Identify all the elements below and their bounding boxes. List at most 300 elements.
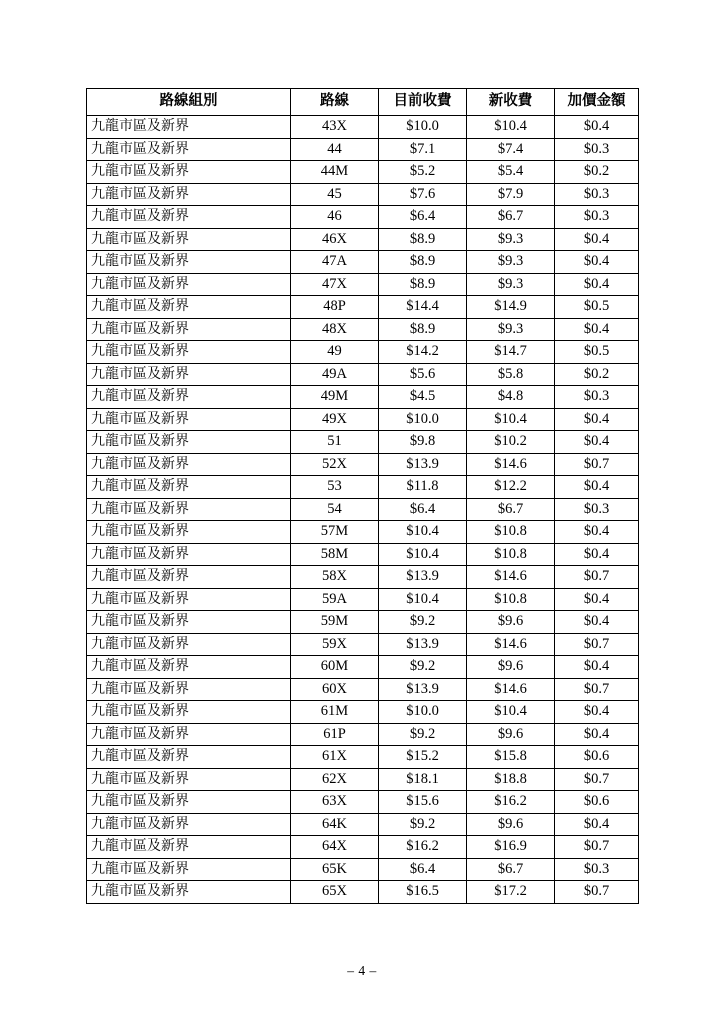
cell-increase xyxy=(555,116,639,139)
cell-increase-text: $0.4 xyxy=(583,703,610,719)
cell-increase-text: $0.6 xyxy=(583,748,610,764)
cell-route-group-text: 九龍市區及新界 xyxy=(91,478,189,494)
cell-route-group xyxy=(87,521,291,544)
cell-increase-text: $0.4 xyxy=(583,410,610,427)
cell-new-fare-text: $10.4 xyxy=(494,703,527,719)
cell-current-fare-text: $16.2 xyxy=(406,838,439,854)
cell-current-fare-text: $8.9 xyxy=(409,275,436,292)
bus-fare-table xyxy=(86,88,639,904)
table-row xyxy=(87,183,639,206)
cell-increase-text: $0.3 xyxy=(583,208,610,224)
cell-current-fare-text: $10.4 xyxy=(406,545,439,562)
table-row xyxy=(87,588,639,611)
cell-route-text: 43X xyxy=(322,118,347,134)
cell-increase-text: $0.4 xyxy=(583,590,610,607)
cell-increase-text: $0.3 xyxy=(583,185,610,202)
cell-current-fare xyxy=(379,431,467,454)
cell-new-fare xyxy=(467,116,555,139)
cell-current-fare xyxy=(379,341,467,364)
cell-route-group-text: 九龍市區及新界 xyxy=(91,815,189,832)
cell-current-fare xyxy=(379,791,467,814)
cell-new-fare xyxy=(467,228,555,251)
cell-route-text: 59M xyxy=(320,613,349,629)
table-row xyxy=(87,476,639,499)
cell-current-fare-text: $6.4 xyxy=(409,860,436,877)
cell-new-fare xyxy=(467,723,555,746)
cell-route-group-text: 九龍市區及新界 xyxy=(91,838,189,854)
cell-route-group-text: 九龍市區及新界 xyxy=(91,365,189,382)
cell-increase xyxy=(555,341,639,364)
cell-current-fare-text: $8.9 xyxy=(409,320,436,337)
cell-route-group xyxy=(87,588,291,611)
cell-route-text: 44 xyxy=(327,140,342,157)
cell-current-fare xyxy=(379,116,467,139)
cell-current-fare-text: $10.0 xyxy=(406,703,439,719)
cell-current-fare xyxy=(379,836,467,859)
cell-increase-text: $0.7 xyxy=(583,455,610,472)
table-row xyxy=(87,138,639,161)
cell-route-group xyxy=(87,363,291,386)
cell-route-group-text: 九龍市區及新界 xyxy=(91,680,189,697)
cell-current-fare xyxy=(379,543,467,566)
cell-current-fare-text: $6.4 xyxy=(409,208,436,224)
cell-route-group xyxy=(87,633,291,656)
cell-route-group xyxy=(87,768,291,791)
cell-route-text: 58X xyxy=(322,568,347,584)
cell-new-fare xyxy=(467,678,555,701)
table-row xyxy=(87,206,639,229)
cell-current-fare-text: $5.2 xyxy=(409,163,436,179)
cell-new-fare-text: $9.3 xyxy=(497,320,524,337)
cell-increase xyxy=(555,318,639,341)
cell-route-group-text: 九龍市區及新界 xyxy=(91,455,189,472)
cell-route xyxy=(291,791,379,814)
cell-increase xyxy=(555,431,639,454)
cell-route-group-text: 九龍市區及新界 xyxy=(91,658,189,674)
cell-route xyxy=(291,813,379,836)
column-header-new-fare xyxy=(467,89,555,116)
cell-route xyxy=(291,701,379,724)
cell-current-fare-text: $8.9 xyxy=(409,253,436,269)
cell-increase-text: $0.2 xyxy=(583,365,610,382)
cell-new-fare-text: $4.8 xyxy=(497,388,524,404)
cell-current-fare xyxy=(379,476,467,499)
cell-new-fare-text: $14.6 xyxy=(494,680,527,697)
cell-route xyxy=(291,656,379,679)
cell-increase-text: $0.7 xyxy=(583,838,610,854)
cell-route xyxy=(291,566,379,589)
cell-route xyxy=(291,633,379,656)
table-row xyxy=(87,363,639,386)
cell-increase-text: $0.7 xyxy=(583,883,610,899)
cell-route xyxy=(291,273,379,296)
cell-route-group-text: 九龍市區及新界 xyxy=(91,703,189,719)
table-row xyxy=(87,723,639,746)
cell-current-fare-text: $13.9 xyxy=(406,680,439,697)
table-row xyxy=(87,836,639,859)
table-row xyxy=(87,813,639,836)
cell-current-fare xyxy=(379,678,467,701)
cell-current-fare xyxy=(379,723,467,746)
cell-current-fare xyxy=(379,206,467,229)
cell-current-fare-text: $4.5 xyxy=(409,388,436,404)
table-row xyxy=(87,633,639,656)
cell-current-fare xyxy=(379,386,467,409)
table-row xyxy=(87,116,639,139)
cell-route-text: 54 xyxy=(327,500,342,517)
table-row xyxy=(87,318,639,341)
cell-new-fare xyxy=(467,543,555,566)
cell-current-fare xyxy=(379,296,467,319)
cell-route-group-text: 九龍市區及新界 xyxy=(91,185,189,202)
table-row xyxy=(87,386,639,409)
cell-route-text: 46 xyxy=(327,208,342,224)
cell-current-fare xyxy=(379,588,467,611)
cell-current-fare-text: $9.8 xyxy=(409,433,436,449)
cell-increase xyxy=(555,386,639,409)
cell-new-fare xyxy=(467,836,555,859)
cell-route-text: 48X xyxy=(322,320,347,337)
cell-route-group-text: 九龍市區及新界 xyxy=(91,613,189,629)
cell-route xyxy=(291,521,379,544)
table-row xyxy=(87,678,639,701)
cell-current-fare-text: $8.9 xyxy=(409,230,436,247)
cell-new-fare-text: $10.4 xyxy=(494,410,527,427)
cell-route-group xyxy=(87,431,291,454)
cell-increase-text: $0.4 xyxy=(583,478,610,494)
cell-increase-text: $0.7 xyxy=(583,770,610,787)
cell-increase xyxy=(555,206,639,229)
cell-new-fare xyxy=(467,813,555,836)
cell-new-fare-text: $9.6 xyxy=(497,725,524,742)
cell-route xyxy=(291,161,379,184)
cell-route-group xyxy=(87,228,291,251)
cell-route-text: 65K xyxy=(322,860,347,877)
cell-current-fare-text: $14.2 xyxy=(406,343,439,359)
table-row xyxy=(87,341,639,364)
cell-new-fare-text: $5.4 xyxy=(497,163,524,179)
cell-route-group-text: 九龍市區及新界 xyxy=(91,298,189,314)
cell-route xyxy=(291,611,379,634)
table-row xyxy=(87,881,639,904)
cell-increase xyxy=(555,408,639,431)
cell-route-group xyxy=(87,791,291,814)
cell-increase-text: $0.4 xyxy=(583,433,610,449)
cell-new-fare-text: $10.8 xyxy=(494,545,527,562)
cell-new-fare xyxy=(467,791,555,814)
cell-route-text: 48P xyxy=(323,298,346,314)
cell-route-group xyxy=(87,453,291,476)
cell-route-text: 51 xyxy=(327,433,342,449)
cell-current-fare-text: $10.4 xyxy=(406,590,439,607)
table-row xyxy=(87,521,639,544)
cell-new-fare-text: $14.6 xyxy=(494,455,527,472)
cell-new-fare-text: $15.8 xyxy=(494,748,527,764)
cell-route xyxy=(291,498,379,521)
cell-current-fare xyxy=(379,813,467,836)
cell-increase-text: $0.5 xyxy=(583,343,610,359)
cell-current-fare xyxy=(379,746,467,769)
cell-route-text: 53 xyxy=(327,478,342,494)
cell-new-fare-text: $12.2 xyxy=(494,478,527,494)
cell-new-fare-text: $10.8 xyxy=(494,523,527,539)
cell-route xyxy=(291,723,379,746)
column-header-current-fare-label: 目前收費 xyxy=(393,93,452,109)
cell-current-fare xyxy=(379,701,467,724)
cell-increase xyxy=(555,656,639,679)
cell-new-fare xyxy=(467,768,555,791)
cell-current-fare xyxy=(379,656,467,679)
cell-route-group xyxy=(87,476,291,499)
cell-increase-text: $0.3 xyxy=(583,140,610,157)
cell-current-fare xyxy=(379,251,467,274)
cell-route-group-text: 九龍市區及新界 xyxy=(91,860,189,877)
cell-new-fare-text: $9.6 xyxy=(497,815,524,832)
cell-route-group-text: 九龍市區及新界 xyxy=(91,500,189,517)
cell-current-fare-text: $13.9 xyxy=(406,568,439,584)
cell-increase-text: $0.4 xyxy=(583,275,610,292)
cell-current-fare xyxy=(379,768,467,791)
cell-route-group xyxy=(87,543,291,566)
cell-current-fare-text: $15.6 xyxy=(406,793,439,809)
cell-new-fare-text: $14.9 xyxy=(494,298,527,314)
cell-current-fare xyxy=(379,633,467,656)
cell-increase xyxy=(555,768,639,791)
cell-new-fare xyxy=(467,341,555,364)
cell-increase xyxy=(555,723,639,746)
cell-route-group xyxy=(87,498,291,521)
cell-current-fare-text: $16.5 xyxy=(406,883,439,899)
cell-route xyxy=(291,386,379,409)
cell-increase xyxy=(555,453,639,476)
cell-route-group-text: 九龍市區及新界 xyxy=(91,433,189,449)
cell-route-group-text: 九龍市區及新界 xyxy=(91,590,189,607)
cell-route xyxy=(291,543,379,566)
cell-increase-text: $0.4 xyxy=(583,118,610,134)
cell-new-fare-text: $9.6 xyxy=(497,613,524,629)
cell-route-text: 49X xyxy=(322,410,347,427)
cell-current-fare-text: $18.1 xyxy=(406,770,439,787)
cell-route-group-text: 九龍市區及新界 xyxy=(91,635,189,652)
cell-current-fare xyxy=(379,138,467,161)
table-header-row xyxy=(87,89,639,116)
cell-route-group xyxy=(87,138,291,161)
cell-increase xyxy=(555,791,639,814)
cell-new-fare xyxy=(467,363,555,386)
cell-new-fare xyxy=(467,476,555,499)
cell-new-fare xyxy=(467,746,555,769)
cell-route-group xyxy=(87,746,291,769)
cell-increase xyxy=(555,138,639,161)
page-number: – 4 – xyxy=(347,963,377,978)
cell-increase-text: $0.5 xyxy=(583,298,610,314)
cell-route xyxy=(291,318,379,341)
cell-route-group-text: 九龍市區及新界 xyxy=(91,725,189,742)
cell-route xyxy=(291,296,379,319)
cell-current-fare xyxy=(379,881,467,904)
cell-route xyxy=(291,363,379,386)
table-row xyxy=(87,408,639,431)
cell-increase xyxy=(555,633,639,656)
table-body xyxy=(87,116,639,904)
cell-increase-text: $0.7 xyxy=(583,568,610,584)
cell-current-fare-text: $7.6 xyxy=(409,185,436,202)
cell-route-text: 57M xyxy=(320,523,349,539)
cell-current-fare xyxy=(379,408,467,431)
cell-route-text: 44M xyxy=(320,163,349,179)
cell-route xyxy=(291,588,379,611)
table-row xyxy=(87,251,639,274)
cell-new-fare xyxy=(467,251,555,274)
cell-current-fare xyxy=(379,521,467,544)
cell-current-fare xyxy=(379,858,467,881)
cell-new-fare-text: $6.7 xyxy=(497,208,524,224)
cell-route-text: 61X xyxy=(322,748,347,764)
cell-current-fare-text: $15.2 xyxy=(406,748,439,764)
cell-new-fare xyxy=(467,611,555,634)
cell-current-fare xyxy=(379,453,467,476)
cell-route xyxy=(291,228,379,251)
cell-increase-text: $0.4 xyxy=(583,725,610,742)
cell-current-fare-text: $6.4 xyxy=(409,500,436,517)
cell-current-fare-text: $9.2 xyxy=(409,613,436,629)
cell-new-fare xyxy=(467,431,555,454)
table-header xyxy=(87,89,639,116)
cell-current-fare xyxy=(379,363,467,386)
cell-route xyxy=(291,836,379,859)
cell-route-group xyxy=(87,611,291,634)
cell-increase xyxy=(555,543,639,566)
cell-new-fare-text: $18.8 xyxy=(494,770,527,787)
cell-route xyxy=(291,341,379,364)
cell-new-fare xyxy=(467,408,555,431)
cell-new-fare-text: $14.7 xyxy=(494,343,527,359)
column-header-increase xyxy=(555,89,639,116)
cell-route-group xyxy=(87,386,291,409)
cell-increase xyxy=(555,228,639,251)
cell-new-fare-text: $9.3 xyxy=(497,275,524,292)
column-header-route-group-label: 路線組別 xyxy=(159,93,218,109)
cell-route-text: 64X xyxy=(322,838,347,854)
table-row xyxy=(87,543,639,566)
cell-current-fare xyxy=(379,228,467,251)
cell-route-group-text: 九龍市區及新界 xyxy=(91,118,189,134)
cell-new-fare-text: $10.8 xyxy=(494,590,527,607)
cell-route-text: 47X xyxy=(322,275,347,292)
cell-route-group-text: 九龍市區及新界 xyxy=(91,163,189,179)
cell-route-text: 49A xyxy=(322,365,347,382)
cell-route xyxy=(291,453,379,476)
cell-route-group xyxy=(87,116,291,139)
cell-route-group xyxy=(87,206,291,229)
cell-current-fare-text: $9.2 xyxy=(409,815,436,832)
cell-increase xyxy=(555,296,639,319)
cell-new-fare-text: $7.4 xyxy=(497,140,524,157)
table-row xyxy=(87,498,639,521)
cell-new-fare-text: $5.8 xyxy=(497,365,524,382)
cell-new-fare xyxy=(467,633,555,656)
cell-increase-text: $0.3 xyxy=(583,860,610,877)
cell-route-group-text: 九龍市區及新界 xyxy=(91,140,189,157)
cell-current-fare-text: $5.6 xyxy=(409,365,436,382)
cell-increase-text: $0.7 xyxy=(583,680,610,697)
cell-new-fare xyxy=(467,498,555,521)
cell-route xyxy=(291,183,379,206)
table-row xyxy=(87,791,639,814)
cell-route-group xyxy=(87,701,291,724)
cell-new-fare xyxy=(467,701,555,724)
cell-new-fare-text: $7.9 xyxy=(497,185,524,202)
cell-current-fare-text: $7.1 xyxy=(409,140,436,157)
cell-increase-text: $0.4 xyxy=(583,253,610,269)
cell-current-fare xyxy=(379,498,467,521)
cell-route-text: 62X xyxy=(322,770,347,787)
cell-increase-text: $0.4 xyxy=(583,613,610,629)
column-header-route-label: 路線 xyxy=(320,93,349,109)
cell-current-fare-text: $11.8 xyxy=(406,478,439,494)
cell-new-fare xyxy=(467,858,555,881)
cell-route xyxy=(291,476,379,499)
cell-increase-text: $0.4 xyxy=(583,230,610,247)
cell-current-fare-text: $10.4 xyxy=(406,523,439,539)
cell-increase-text: $0.4 xyxy=(583,320,610,337)
cell-new-fare xyxy=(467,453,555,476)
cell-increase xyxy=(555,746,639,769)
cell-increase-text: $0.4 xyxy=(583,545,610,562)
cell-increase xyxy=(555,161,639,184)
cell-increase xyxy=(555,498,639,521)
cell-increase-text: $0.6 xyxy=(583,793,610,809)
cell-route-group-text: 九龍市區及新界 xyxy=(91,343,189,359)
cell-route-text: 59A xyxy=(322,590,347,607)
cell-increase-text: $0.4 xyxy=(583,523,610,539)
cell-increase xyxy=(555,881,639,904)
cell-route-group xyxy=(87,273,291,296)
cell-new-fare xyxy=(467,318,555,341)
cell-route-group xyxy=(87,678,291,701)
cell-route xyxy=(291,116,379,139)
cell-route-group-text: 九龍市區及新界 xyxy=(91,793,189,809)
cell-current-fare-text: $9.2 xyxy=(409,658,436,674)
cell-new-fare-text: $9.3 xyxy=(497,230,524,247)
cell-route xyxy=(291,746,379,769)
cell-new-fare xyxy=(467,296,555,319)
cell-route-group xyxy=(87,318,291,341)
cell-route-group xyxy=(87,161,291,184)
cell-route-text: 45 xyxy=(327,185,342,202)
cell-new-fare xyxy=(467,206,555,229)
cell-route-group xyxy=(87,296,291,319)
cell-route-group xyxy=(87,251,291,274)
table-row xyxy=(87,656,639,679)
cell-route-group xyxy=(87,881,291,904)
table-row xyxy=(87,161,639,184)
cell-route-text: 59X xyxy=(322,635,347,652)
cell-new-fare-text: $9.6 xyxy=(497,658,524,674)
table-row xyxy=(87,296,639,319)
column-header-current-fare xyxy=(379,89,467,116)
table-row xyxy=(87,431,639,454)
cell-route-group xyxy=(87,183,291,206)
cell-new-fare xyxy=(467,656,555,679)
cell-increase xyxy=(555,611,639,634)
cell-increase-text: $0.2 xyxy=(583,163,610,179)
cell-new-fare xyxy=(467,521,555,544)
cell-current-fare-text: $10.0 xyxy=(406,410,439,427)
cell-new-fare-text: $9.3 xyxy=(497,253,524,269)
cell-route xyxy=(291,858,379,881)
cell-route-text: 64K xyxy=(322,815,347,832)
